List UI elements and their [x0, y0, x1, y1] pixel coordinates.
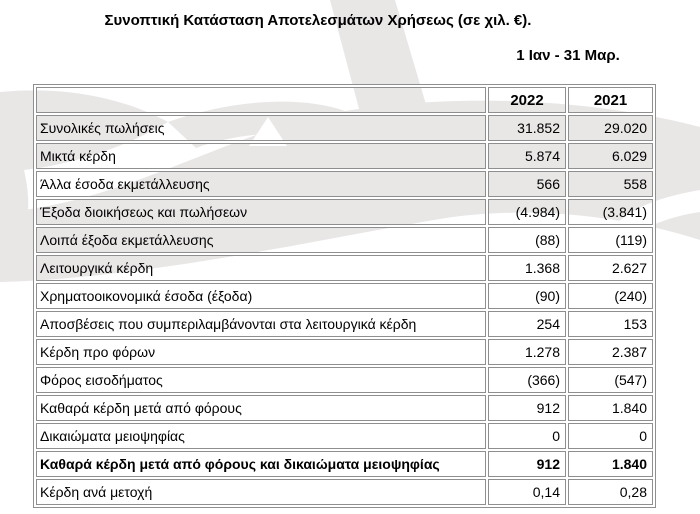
- table-row: [36, 451, 653, 477]
- value-2022: 566: [488, 171, 566, 197]
- row-label: Δικαιώματα μειοψηφίας: [36, 423, 486, 449]
- row-label: Άλλα έσοδα εκμετάλλευσης: [36, 171, 486, 197]
- table-body: [36, 115, 653, 505]
- value-2021: 2.627: [568, 255, 653, 281]
- value-2021: (240): [568, 283, 653, 309]
- value-2021: 558: [568, 171, 653, 197]
- value-2022: (88): [488, 227, 566, 253]
- value-2022: (366): [488, 367, 566, 393]
- income-statement-table: [33, 84, 656, 508]
- value-2022: 1.278: [488, 339, 566, 365]
- row-label: Λοιπά έξοδα εκμετάλλευσης: [36, 227, 486, 253]
- row-label: Έξοδα διοικήσεως και πωλήσεων: [36, 199, 486, 225]
- row-label: Φόρος εισοδήματος: [36, 367, 486, 393]
- value-2021: 1.840: [568, 451, 653, 477]
- value-2022: 254: [488, 311, 566, 337]
- table-row: [36, 115, 653, 141]
- value-2022: (4.984): [488, 199, 566, 225]
- value-2021: 29.020: [568, 115, 653, 141]
- value-2021: 0,28: [568, 479, 653, 505]
- value-2021: (3.841): [568, 199, 653, 225]
- row-label: Συνολικές πωλήσεις: [36, 115, 486, 141]
- table-row: [36, 143, 653, 169]
- row-label: Μικτά κέρδη: [36, 143, 486, 169]
- value-2022: 912: [488, 395, 566, 421]
- value-2021: 1.840: [568, 395, 653, 421]
- table-row: [36, 311, 653, 337]
- table-row: [36, 199, 653, 225]
- table-row: [36, 367, 653, 393]
- value-2022: 0,14: [488, 479, 566, 505]
- value-2022: 1.368: [488, 255, 566, 281]
- table-row: [36, 255, 653, 281]
- header-empty-cell: [36, 87, 486, 113]
- value-2022: 0: [488, 423, 566, 449]
- value-2021: 153: [568, 311, 653, 337]
- table-row: [36, 339, 653, 365]
- value-2021: 0: [568, 423, 653, 449]
- row-label: Κέρδη ανά μετοχή: [36, 479, 486, 505]
- period-label: 1 Ιαν - 31 Μαρ.: [516, 47, 620, 64]
- value-2022: 31.852: [488, 115, 566, 141]
- page-title: Συνοπτική Κατάσταση Αποτελεσμάτων Χρήσεως (σε χιλ. €).: [104, 12, 532, 29]
- value-2021: 6.029: [568, 143, 653, 169]
- row-label: Αποσβέσεις που συμπεριλαμβάνονται στα λειτουργικά κέρδη: [36, 311, 486, 337]
- row-label: Καθαρά κέρδη μετά από φόρους: [36, 395, 486, 421]
- header-2022: 2022: [488, 87, 566, 113]
- row-label: Κέρδη προ φόρων: [36, 339, 486, 365]
- row-label: Καθαρά κέρδη μετά από φόρους και δικαιώματα μειοψηφίας: [36, 451, 486, 477]
- value-2022: (90): [488, 283, 566, 309]
- row-label: Χρηματοοικονομικά έσοδα (έξοδα): [36, 283, 486, 309]
- table-row: [36, 227, 653, 253]
- table-header-row: [36, 87, 653, 113]
- table-row: [36, 423, 653, 449]
- table-row: [36, 171, 653, 197]
- row-label: Λειτουργικά κέρδη: [36, 255, 486, 281]
- value-2021: (547): [568, 367, 653, 393]
- table-row: [36, 283, 653, 309]
- table-row: [36, 479, 653, 505]
- header-2021: 2021: [568, 87, 653, 113]
- value-2022: 5.874: [488, 143, 566, 169]
- table-row: [36, 395, 653, 421]
- value-2021: (119): [568, 227, 653, 253]
- value-2022: 912: [488, 451, 566, 477]
- value-2021: 2.387: [568, 339, 653, 365]
